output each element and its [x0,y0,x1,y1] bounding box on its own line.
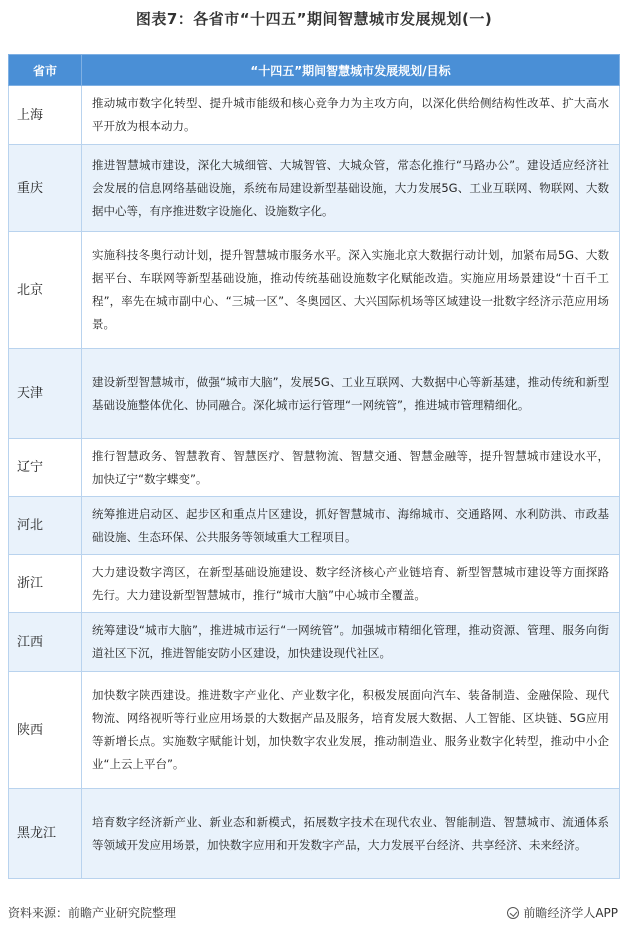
plan-cell: 统筹推进启动区、起步区和重点片区建设，抓好智慧城市、海绵城市、交通路网、水利防洪、市政基础设施、生态环保、公共服务等领域重大工程项目。 [82,497,620,555]
table-row [9,349,620,439]
province-cell: 重庆 [9,145,82,232]
plan-cell: 建设新型智慧城市，做强“城市大脑”，发展5G、工业互联网、大数据中心等新基建，推动传统和新型基础设施整体优化、协同融合。深化城市运行管理“一网统管”，推进城市管理精细化。 [82,349,620,439]
province-cell: 上海 [9,86,82,145]
header-plan: “十四五”期间智慧城市发展规划/目标 [82,55,620,86]
province-cell: 浙江 [9,555,82,613]
brand-name: 前瞻经济学人APP [523,906,618,920]
table-row [9,789,620,879]
brand-credit [507,904,618,921]
plan-cell: 统筹建设“城市大脑”，推进城市运行“一网统管”。加强城市精细化管理，推动资源、管理、服务向街道社区下沉，推进智能安防小区建设，加快建设现代社区。 [82,613,620,672]
table-row [9,555,620,613]
province-cell: 天津 [9,349,82,439]
table-row [9,439,620,497]
table-row [9,613,620,672]
chart-title: 图表7：各省市“十四五”期间智慧城市发展规划(一) [135,10,493,28]
plan-table-container [8,54,620,879]
province-cell: 江西 [9,613,82,672]
table-header-row [9,55,620,86]
plan-table [8,54,620,879]
table-row [9,86,620,145]
province-cell: 黑龙江 [9,789,82,879]
plan-cell: 培育数字经济新产业、新业态和新模式，拓展数字技术在现代农业、智能制造、智慧城市、流通体系等领域开发应用场景，加快数字应用和开发数字产品，大力发展平台经济、共享经济、未来经济。 [82,789,620,879]
province-cell: 辽宁 [9,439,82,497]
table-row [9,232,620,349]
table-row [9,145,620,232]
header-province: 省市 [9,55,82,86]
province-cell: 北京 [9,232,82,349]
table-row [9,672,620,789]
logo-icon [507,907,519,919]
source-note: 资料来源：前瞻产业研究院整理 [8,906,177,920]
plan-cell: 大力建设数字湾区，在新型基础设施建设、数字经济核心产业链培育、新型智慧城市建设等方面探路先行。大力建设新型智慧城市，推行“城市大脑”中心城市全覆盖。 [82,555,620,613]
plan-cell: 推进智慧城市建设，深化大城细管、大城智管、大城众管，常态化推行“马路办公”。建设适应经济社会发展的信息网络基础设施，系统布局建设新型基础设施，大力发展5G、工业互联网、物联网、大数据中心等，有序推进数字设施化、设施数字化。 [82,145,620,232]
plan-cell: 加快数字陕西建设。推进数字产业化、产业数字化，积极发展面向汽车、装备制造、金融保险、现代物流、网络视听等行业应用场景的大数据产品及服务，培育发展大数据、人工智能、区块链、5G应用等新增长点。实施数字赋能计划，加快数字农业发展，推动制造业、服务业数字化转型，推动中小企业“上云上平台”。 [82,672,620,789]
province-cell: 河北 [9,497,82,555]
plan-cell: 推动城市数字化转型、提升城市能级和核心竞争力为主攻方向，以深化供给侧结构性改革、扩大高水平开放为根本动力。 [82,86,620,145]
table-row [9,497,620,555]
plan-cell: 实施科技冬奥行动计划，提升智慧城市服务水平。深入实施北京大数据行动计划，加紧布局5G、大数据平台、车联网等新型基础设施，推动传统基础设施数字化赋能改造。实施应用场景建设“十百千工程”，率先在城市副中心、“三城一区”、冬奥园区、大兴国际机场等区域建设一批数字经济示范应用场景。 [82,232,620,349]
plan-cell: 推行智慧政务、智慧教育、智慧医疗、智慧物流、智慧交通、智慧金融等，提升智慧城市建设水平，加快辽宁“数字蝶变”。 [82,439,620,497]
province-cell: 陕西 [9,672,82,789]
